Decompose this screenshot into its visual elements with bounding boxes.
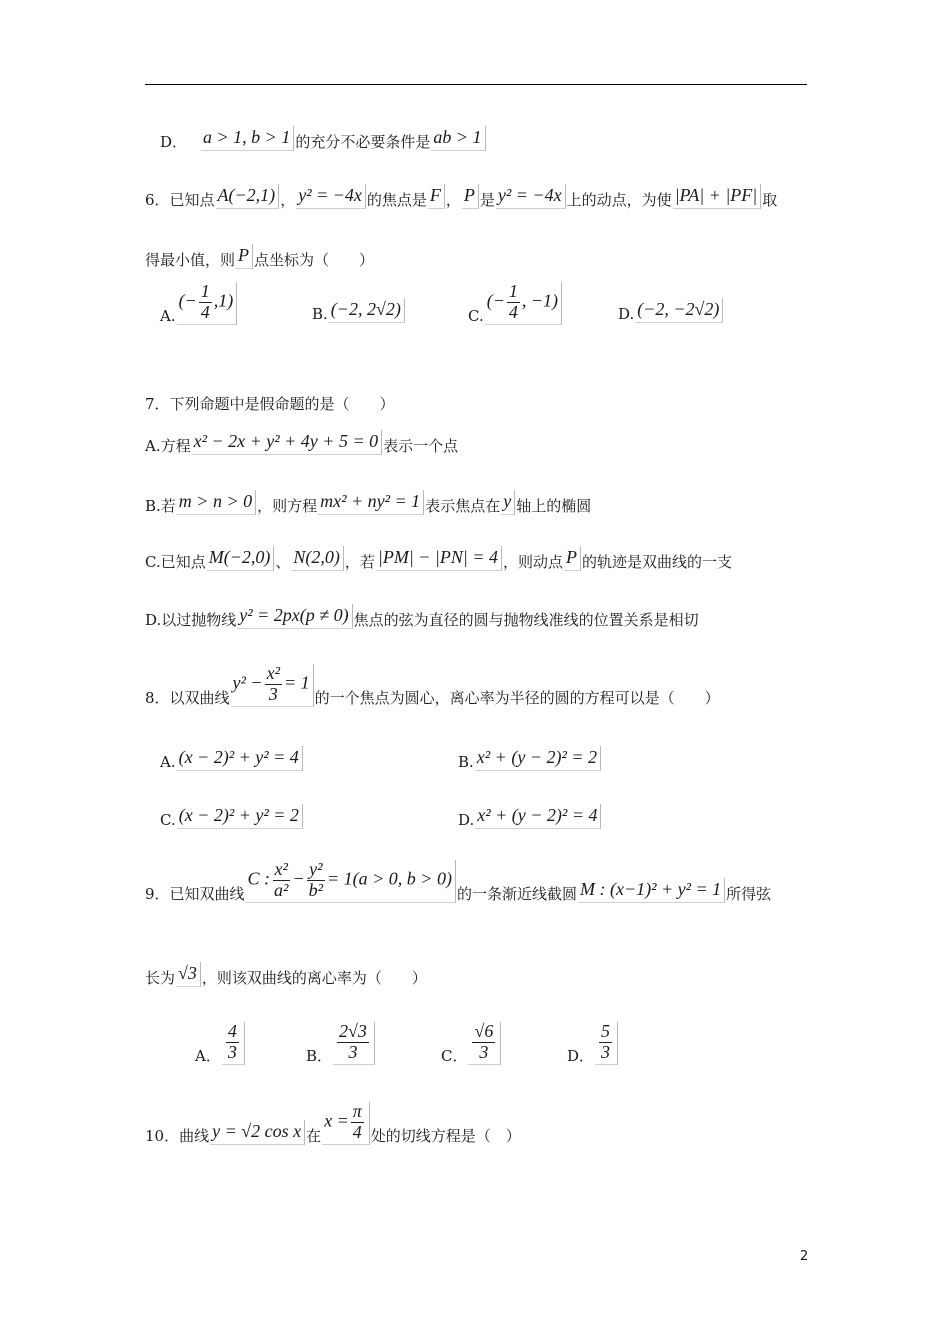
q9-option-b [306, 1022, 376, 1065]
math: √3 [176, 962, 201, 987]
text: 7．下列命题中是假命题的是（ ） [145, 395, 395, 413]
option-label: B. [458, 752, 474, 771]
fraction [351, 1102, 364, 1143]
math: P [236, 244, 253, 269]
numerator: 4 [227, 1021, 237, 1041]
math: x² − 2x + y² + 4y + 5 = 0 [192, 430, 382, 455]
math: y² = −4x [496, 184, 566, 209]
math-condition: a > 1, b > 1 [201, 126, 294, 151]
header-rule [145, 84, 807, 85]
math-part: (− [178, 290, 197, 311]
math-part: (− [486, 290, 505, 311]
text: 的充分不必要条件是 [295, 132, 431, 151]
text: 的一个焦点为圆心，离心率为半径的圆的方程可以是（ ） [314, 688, 720, 707]
math [231, 664, 314, 707]
text: 是 [479, 190, 495, 209]
text: 9．已知双曲线 [145, 884, 245, 903]
text: 6．已知点 [145, 190, 215, 209]
text: 点坐标为（ ） [254, 250, 375, 269]
math [485, 282, 562, 325]
fraction [507, 282, 520, 323]
q9-option-c [441, 1022, 502, 1065]
math: y = √2 cos x [210, 1120, 305, 1145]
option-label: D. [618, 304, 635, 323]
text: 10．曲线 [145, 1126, 210, 1145]
q8-option-b [458, 746, 602, 771]
numerator: 1 [200, 281, 210, 301]
q8-stem [145, 664, 720, 707]
math-part: , −1) [521, 290, 558, 311]
text: 取 [762, 190, 778, 209]
text: 得最小值，则 [145, 250, 236, 269]
fraction [272, 860, 290, 901]
text: 表示焦点在 [425, 496, 501, 515]
option-label: C． [441, 1046, 468, 1065]
math: (x − 2)² + y² = 4 [177, 746, 303, 771]
q9-stem-line2 [145, 962, 427, 987]
fraction [337, 1022, 369, 1063]
text: ，则动点 [502, 552, 563, 571]
option-label: A. [160, 752, 176, 771]
text: 、 [275, 552, 291, 571]
q5-option-d [160, 126, 487, 151]
q9-option-a [195, 1022, 246, 1065]
numerator: π [352, 1101, 362, 1121]
q10-stem [145, 1102, 521, 1145]
text: ， [280, 190, 296, 209]
option-label: B． [306, 1046, 333, 1065]
math [177, 282, 238, 325]
math-part: − [292, 868, 305, 889]
text: 所得弦 [726, 884, 772, 903]
math [222, 1022, 245, 1065]
math: y² = −4x [296, 184, 366, 209]
math-part: x = [324, 1110, 349, 1131]
denominator: b² [308, 879, 324, 900]
option-label: B. [312, 304, 328, 323]
denominator: 3 [348, 1041, 358, 1062]
page-number: 2 [800, 1249, 809, 1264]
text: ，若 [344, 552, 375, 571]
text: 的轨迹是双曲线的一支 [581, 552, 732, 571]
text: ， [445, 190, 461, 209]
math-part: y² − [232, 672, 263, 693]
math: (x − 2)² + y² = 2 [177, 804, 303, 829]
q6-option-d [618, 298, 724, 323]
q8-option-c [160, 804, 304, 829]
q6-stem-line2 [145, 244, 374, 269]
numerator: 2√3 [339, 1021, 367, 1041]
math: N(2,0) [291, 546, 344, 571]
text: 在 [306, 1126, 322, 1145]
option-label: D． [160, 132, 188, 151]
q6-option-b [312, 298, 406, 323]
math: F [428, 184, 445, 209]
option-label: D. [458, 810, 475, 829]
denominator: 3 [268, 683, 278, 704]
denominator: a² [274, 879, 289, 900]
option-label: D． [567, 1046, 595, 1065]
math: A(−2,1) [216, 184, 280, 209]
math [333, 1022, 375, 1065]
fraction [226, 1022, 239, 1063]
text: 的焦点是 [366, 190, 427, 209]
q6-option-c [468, 282, 563, 325]
text: 的一条渐近线截圆 [456, 884, 577, 903]
denominator: 3 [479, 1041, 489, 1062]
math: M : (x−1)² + y² = 1 [578, 878, 725, 903]
denominator: 4 [200, 301, 210, 322]
numerator: 5 [601, 1021, 611, 1041]
fraction [599, 1022, 612, 1063]
q7-option-d [145, 604, 699, 629]
text: B.若 [145, 496, 176, 515]
numerator: y² [309, 859, 323, 879]
math-condition: ab > 1 [431, 126, 485, 151]
math: P [462, 184, 479, 209]
fraction [307, 860, 325, 901]
option-label: A. [160, 306, 176, 325]
math [246, 860, 456, 903]
fraction [199, 282, 212, 323]
fraction [265, 664, 282, 705]
q8-option-a [160, 746, 304, 771]
math: x² + (y − 2)² = 2 [475, 746, 601, 771]
text: 8．以双曲线 [145, 688, 230, 707]
q7-option-a [145, 430, 458, 455]
denominator: 3 [601, 1041, 611, 1062]
denominator: 4 [508, 301, 518, 322]
q7-option-b [145, 490, 591, 515]
numerator: x² [266, 663, 280, 683]
text: 表示一个点 [383, 436, 459, 455]
math: P [564, 546, 581, 571]
text: 轴上的椭圆 [516, 496, 592, 515]
q7-stem [145, 397, 395, 413]
text: C.已知点 [145, 552, 206, 571]
option-label: A． [195, 1046, 221, 1065]
q9-stem-line1 [145, 860, 771, 903]
text: D.以过抛物线 [145, 610, 237, 629]
text: A.方程 [145, 436, 191, 455]
q6-option-a [160, 282, 238, 325]
math: (−2, −2√2) [635, 298, 723, 323]
denominator: 4 [352, 1121, 362, 1142]
q7-option-c [145, 546, 732, 571]
numerator: √6 [474, 1021, 494, 1041]
math: x² + (y − 2)² = 4 [475, 804, 601, 829]
text: 上的动点，为使 [566, 190, 672, 209]
text: 长为 [145, 968, 176, 987]
math: y [501, 490, 515, 515]
math [468, 1022, 501, 1065]
denominator: 3 [227, 1041, 237, 1062]
math: (−2, 2√2) [329, 298, 405, 323]
math: mx² + ny² = 1 [318, 490, 424, 515]
numerator: x² [274, 859, 288, 879]
math [595, 1022, 618, 1065]
math: m > n > 0 [177, 490, 256, 515]
text: ，则方程 [257, 496, 318, 515]
q8-option-d [458, 804, 602, 829]
option-label: C. [468, 306, 484, 325]
option-label: C. [160, 810, 176, 829]
math: y² = 2px(p ≠ 0) [237, 604, 352, 629]
math-part: = 1(a > 0, b > 0) [327, 868, 452, 889]
fraction [472, 1022, 495, 1063]
numerator: 1 [508, 281, 518, 301]
math [322, 1102, 370, 1145]
math-part: ,1) [213, 290, 234, 311]
math-part: = 1 [283, 672, 310, 693]
text: 焦点的弦为直径的圆与抛物线准线的位置关系是相切 [353, 610, 699, 629]
math: M(−2,0) [207, 546, 275, 571]
text: 处的切线方程是（ ） [370, 1126, 521, 1145]
math: |PA| + |PF| [673, 184, 762, 209]
math-part: C : [247, 868, 271, 889]
q9-option-d [567, 1022, 619, 1065]
text: ，则该双曲线的离心率为（ ） [201, 968, 427, 987]
math: |PM| − |PN| = 4 [376, 546, 502, 571]
q6-stem-line1 [145, 184, 777, 209]
